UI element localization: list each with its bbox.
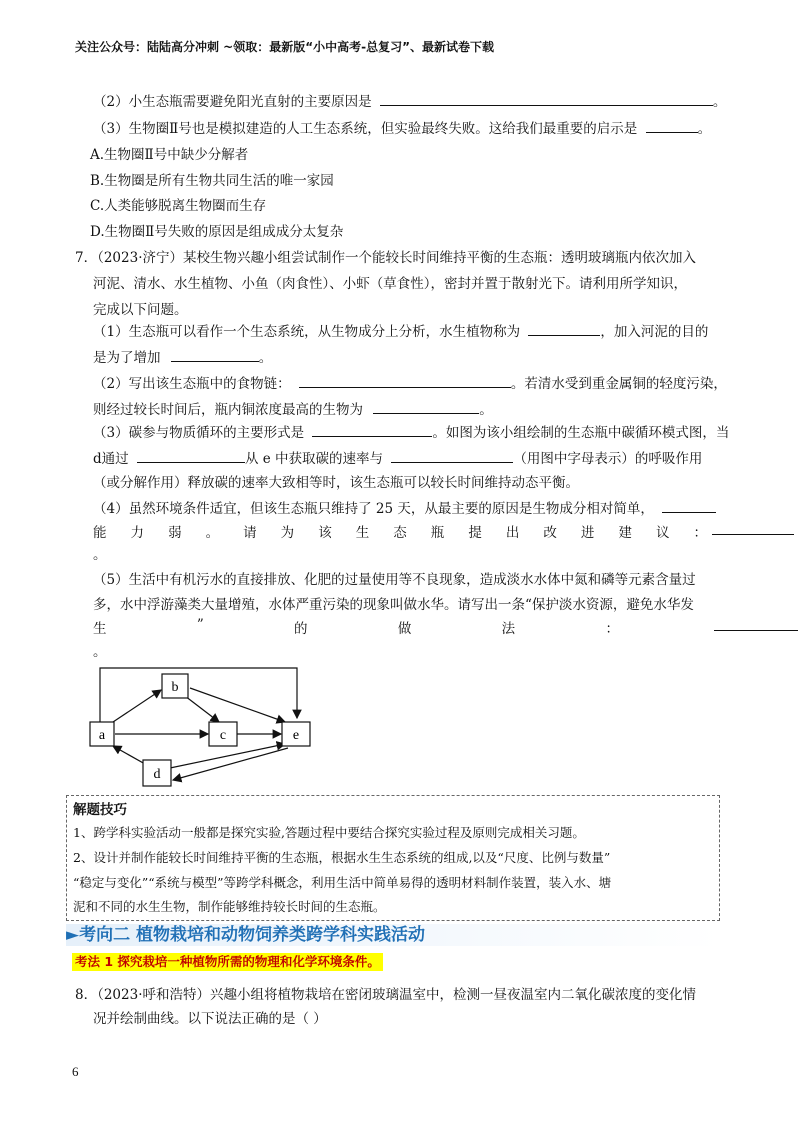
q7-part1-text: （1）生态瓶可以看作一个生态系统，从生物成分上分析，水生植物称为 — [93, 324, 521, 340]
q7-stem-line3: 完成以下问题。 — [93, 302, 188, 318]
tips-box — [66, 795, 720, 921]
node-c-label: c — [219, 728, 227, 743]
q7-part5-char: ” — [196, 617, 204, 633]
q7-part4-char: 力 — [130, 525, 145, 541]
q7-part4-char: 改 — [543, 525, 557, 541]
q7-part4-char: 进 — [580, 525, 595, 541]
node-d-label: d — [153, 767, 161, 782]
arrow-b-to-e — [190, 688, 285, 722]
node-d — [143, 760, 171, 786]
q7-part5-char: ： — [605, 621, 619, 637]
q6-part3 — [93, 117, 711, 137]
arrow-b-to-c — [185, 696, 219, 722]
q7-part1-blank1[interactable] — [528, 322, 600, 336]
q7-part4-text: （4）虽然环境条件适宜，但该生态瓶只维持了 25 天，从最主要的原因是生物成分相对简单， — [93, 501, 654, 517]
node-b — [162, 674, 188, 698]
q7-part2-text3: 则经过较长时间后，瓶内铜浓度最高的生物为 — [93, 402, 363, 418]
q7-part5-line3 — [93, 617, 619, 637]
q7-part4-char: 议 — [655, 525, 670, 541]
q7-part1-line1 — [93, 320, 708, 340]
node-a-label: a — [98, 728, 106, 743]
q7-part2-text2: 。若清水受到重金属铜的轻度污染， — [510, 376, 727, 392]
q7-part2-blank2[interactable] — [373, 400, 479, 414]
q7-stem-line2: 河泥、清水、水生植物、小鱼（肉食性）、小虾（草食性），密封并置于散射光下。请利用所学知识， — [93, 276, 687, 292]
q7-part5-char: 的 — [294, 621, 308, 637]
q7-part4-char: 建 — [618, 525, 632, 541]
arrow-d-to-a — [113, 746, 145, 764]
q7-part3-blank3[interactable] — [391, 449, 513, 463]
tips-line1: 1、跨学科实验活动一般都是探究实验,答题过程中要结合探究实验过程及原则完成相关习题。 — [73, 825, 585, 840]
q7-part4-blank2[interactable] — [712, 521, 794, 535]
tips-line3: “稳定与变化”“系统与模型”等跨学科概念，利用生活中简单易得的透明材料制作装置，装入水、塘 — [73, 875, 612, 890]
tips-title: 解题技巧 — [73, 802, 127, 818]
q7-part5-char: 生 — [93, 621, 107, 637]
q6-part2-blank[interactable] — [380, 92, 713, 106]
q6-part3-blank[interactable] — [646, 119, 698, 133]
q7-part4-char: 能 — [93, 525, 107, 541]
q7-part3-text: （3）碳参与物质循环的主要形式是 — [93, 425, 305, 441]
q6-part2-end: 。 — [712, 94, 727, 110]
q7-part5-line2: 多，水中浮游藻类大量增殖，水体严重污染的现象叫做水华。请写出一条“保护淡水资源，避免水华发 — [93, 597, 694, 613]
q6-option-a: A.生物圈Ⅱ号中缺少分解者 — [90, 147, 249, 163]
q6-option-b: B.生物圈是所有生物共同生活的唯一家园 — [90, 173, 334, 189]
q7-part2-end: 。 — [479, 402, 493, 418]
q7-part5-line1: （5）生活中有机污水的直接排放、化肥的过量使用等不良现象，造成淡水水体中氮和磷等元素含量过 — [93, 572, 696, 588]
q7-part4-line2 — [93, 521, 707, 541]
node-e-label: e — [292, 728, 300, 743]
q7-part4-char: 。 — [205, 525, 220, 541]
q6-option-c: C.人类能够脱离生物圈而生存 — [90, 198, 267, 214]
q8-stem-line2: 况并绘制曲线。以下说法正确的是（ ） — [93, 1011, 327, 1027]
q7-part2-blank1[interactable] — [299, 374, 511, 388]
q7-part1-blank2[interactable] — [171, 348, 259, 362]
q7-part4-char: 态 — [393, 525, 407, 541]
q7-part5-end: 。 — [93, 644, 107, 660]
q7-part3-text2: 。如图为该小组绘制的生态瓶中碳循环模式图，当 — [432, 425, 730, 441]
q7-part3-line3: （或分解作用）释放碳的速率大致相等时，该生态瓶可以较长时间维持动态平衡。 — [93, 475, 579, 491]
tips-line2: 2、设计并制作能较长时间维持平衡的生态瓶，根据水生生态系统的组成,以及“尺度、比例与数量” — [73, 850, 611, 865]
q6-part2 — [93, 90, 726, 110]
arrow-a-to-e-top — [100, 668, 297, 722]
q6-part2-text: （2）小生态瓶需要避免阳光直射的主要原因是 — [93, 94, 372, 110]
q7-part4-char: 瓶 — [430, 525, 445, 541]
method-highlight: 考法 1 探究栽培一种植物所需的物理和化学环境条件。 — [72, 953, 383, 971]
q7-part1-end: 。 — [258, 350, 273, 366]
q7-part3-blank1[interactable] — [312, 423, 432, 437]
q6-option-d: D.生物圈Ⅱ号失败的原因是组成成分太复杂 — [90, 224, 344, 240]
q7-stem-line1: 7．（2023·济宁）某校生物兴趣小组尝试制作一个能较长时间维持平衡的生态瓶：透明玻璃瓶内依次加入 — [75, 250, 696, 266]
q7-part5-char: 法 — [501, 621, 516, 637]
q8-stem-line1: 8．（2023·呼和浩特）兴趣小组将植物栽培在密闭玻璃温室中，检测一昼夜温室内二氧化碳浓度的变化情 — [75, 987, 696, 1003]
q7-part2-line1 — [93, 372, 727, 392]
q7-part1-text2: ，加入河泥的目的 — [600, 324, 709, 340]
q7-part4-char: 弱 — [168, 525, 182, 541]
q7-part4-char: 请 — [243, 525, 257, 541]
q7-part1-line2 — [93, 346, 272, 366]
q7-part3-blank2[interactable] — [137, 449, 245, 463]
page-header: 关注公众号：陆陆高分冲刺 ~领取：最新版“小中高考-总复习”、最新试卷下载 — [75, 40, 494, 54]
section-heading: ►考向二 植物栽培和动物饲养类跨学科实践活动 — [66, 924, 720, 946]
q7-part3-line2 — [93, 447, 702, 467]
q7-part1-text3: 是为了增加 — [93, 350, 161, 366]
node-b-label: b — [171, 680, 179, 695]
q7-part4-char: 出 — [505, 525, 520, 541]
q7-part4-char: ： — [693, 525, 707, 541]
q7-part4-blank1[interactable] — [662, 499, 716, 513]
q7-part2-text: （2）写出该生态瓶中的食物链： — [93, 376, 291, 392]
q7-part4-end: 。 — [93, 547, 107, 563]
node-a — [90, 722, 114, 746]
arrow-a-to-b — [113, 690, 161, 722]
q7-part4-char: 该 — [318, 525, 332, 541]
tips-line4: 泥和不同的水生生物，制作能够维持较长时间的生态瓶。 — [73, 899, 386, 914]
node-e — [282, 722, 310, 746]
carbon-cycle-diagram — [85, 660, 325, 790]
node-c — [209, 722, 237, 746]
q7-part3-text5: （用图中字母表示）的呼吸作用 — [513, 451, 703, 467]
q7-part5-blank[interactable] — [714, 617, 798, 631]
q7-part5-char: 做 — [397, 621, 412, 637]
q7-part3-line1 — [93, 421, 729, 441]
q7-part4-char: 生 — [355, 525, 370, 541]
q6-part3-end: 。 — [697, 121, 712, 137]
q6-part3-text: （3）生物圈Ⅱ号也是模拟建造的人工生态系统，但实验最终失败。这给我们最重要的启示是 — [93, 121, 638, 137]
q7-part2-line2 — [93, 398, 493, 418]
page-number: 6 — [72, 1064, 79, 1079]
q7-part4-line1 — [93, 497, 716, 517]
q7-part3-text4: 从 e 中获取碳的速率与 — [244, 451, 384, 467]
q7-part4-char: 提 — [468, 525, 482, 541]
q7-part3-text3: d通过 — [93, 451, 129, 467]
q7-part4-char: 为 — [280, 525, 295, 541]
